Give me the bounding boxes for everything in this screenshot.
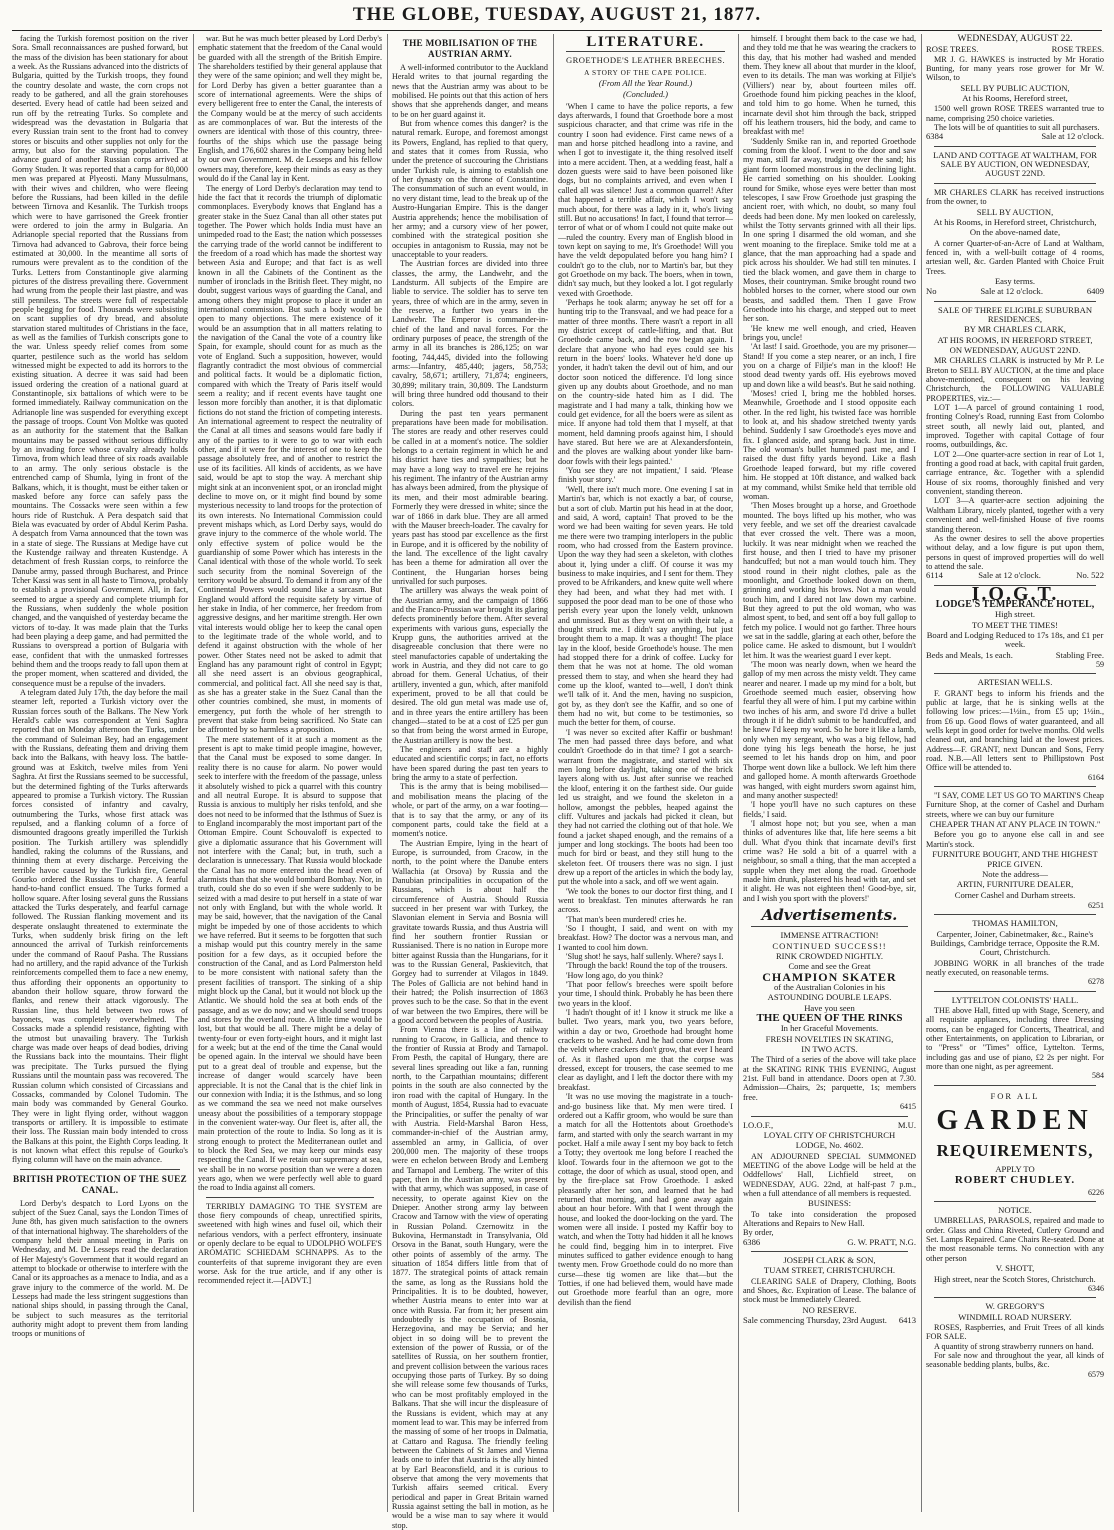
ad-line: Stabling Free.	[1055, 649, 1104, 660]
advertisements-heading: Advertisements.	[761, 905, 898, 924]
ad-heading: THOMAS HAMILTON,	[972, 918, 1058, 929]
ad-line: Corner Cashel and Durham streets.	[954, 889, 1076, 900]
ad-line: At his Rooms, in Hereford street, Christchurch,	[933, 216, 1097, 227]
story-source: (From All the Year Round.)	[598, 78, 693, 89]
article-paragraph: The mere statement of it at such a moment as the present is apt to make timid people imagine, however, that the Canal must be exposed to some danger. In reality there is no cause for alarm. No power would seek to interfere with the freedom of the passage, unless it absolutely wished to pick a quarrel with this country and all neutral Europe. It is absurd to suppose that Russia is anxious to multiply her risks tenfold, and she does not need to be informed that the Isthmus of Suez is to England incomparably the most important part of the Ottoman Empire. Count Schouvaloff is expected to give a diplomatic assurance that his Government will not interfere with the Canal; but, in truth, such a declaration is unnecessary. That Russia would blockade the Canal has no more entered into the head even of alarmists than that she would bombard Bombay. Nor, in truth, could she do so even if she were suddenly to be seized with a mad desire to put herself in a state of war not only with England, but with the whole world. It may be said, however, that the navigation of the Canal might be impeded by one of those accidents to which we have referred. But it seems to be forgotten that such a mishap would put this country merely in the same position for a few days, as it occupied before the construction of the Canal, and as Lord Palmerston held to be more consistent with national safety than the present facilities of transport. The sinking of a ship might block up the Canal, but it would not block up the Atlantic. We should hold the sea at both ends of the passage, and as we do now; and we should send troops and stores by the overland route. A little time would be lost, but that would be all. There might be a delay of twenty-four or even forty-eight hours, and it might last for a week; but at the end of the time the Canal would be opened again. In the interval we should have been put to a great deal of trouble and expense, but the increase of danger would scarcely have been appreciable. It is not the Canal that is the chief link in our connexion with India; it is the Isthmus, and so long as we command the sea we need not make ourselves uneasy about the possibilities of a temporary stoppage in the convenient water-way. Our fleet is, after all, the main protection of the route to India. So long as it is strong enough to protect the Mediterranean outlet and to block the Red Sea, we may keep our minds easy respecting the Canal. If we retain our supremacy at sea, we shall be in no worse position than we were a dozen years ago, when we were perfectly well able to guard the road to India against all comers.	[198, 734, 382, 1193]
ad-line: RINK CROWDED NIGHTLY.	[775, 951, 884, 961]
column-rule	[553, 34, 554, 1512]
ad-line-pair	[926, 571, 1104, 580]
article-heading: THE MOBILISATION OF THE AUSTRIAN ARMY.	[402, 38, 538, 59]
skating-rink-ad	[743, 931, 916, 1111]
ad-line: IN TWO ACTS.	[801, 1044, 858, 1055]
ad-body: AN ADJOURNED SPECIAL SUMMONED MEETING of the above Lodge will be held at the Oddfellows' Hall, Lichfield street, on WEDNESDAY, AUG. 22nd, at half-past 7 p.m., when a full attendance of all members is requested.	[743, 1151, 916, 1198]
ad-line: Beds and Meals, 1s each.	[926, 649, 1013, 660]
ad-number: 6413	[898, 1315, 916, 1326]
article-paragraph: From Vienna there is a line of railway running to Cracow, in Gallicia, and thence to the frontier of Russia at Brody and Tarnapol. From Pesth, the capital of Hungary, there are several lines spreading out like a fan, running north, to the Carpathian mountains; different points in the south are also connected by the iron road with the capital of Hungary. In the month of August, 1854, Russia had to evacuate the Principalities, or suffer the penalty of war with Austria. Field-Marshal Baron Hess, commander-in-chief of the Austrian army, assembled an army, in Gallicia, of over 200,000 men. The majority of these troops were en echelon between Brody and Lemberg and Tarnapol and Lemberg. The writer of this paper, then in the Austrian army, was present with that army, which was supposed, in case of necessity, to operate against Kiev on the Dnieper. Another strong army lay between Cracow and Tarnow with the view of operating in Russian Poland. Czernowitz in the Bukovina, Hermanstadt in Transylvania, Old Orsova in the Banat, south Hungary, were the other points of assembly of the army. The situation of 1854 differs little from that of 1877. The strategical points of attack remain the same, as long as the Russians hold the Principalities. It is to be doubted, however, whether Austria means to enter into war at once with Russia. Far from it; her present aim undoubtedly is the occupation of Bosnia, Herzegovina, and may be Servia; and her object in so doing will be to prevent the extension of the power of Russia, or of the satellites of Russia, on her southern frontier, and prevent collision between the various races occupying those parts of Turkey. By so doing she will release some few thousands of Turks, who can be most profitably employed in the Balkans. That she will incur the displeasure of the Russians is evident, which may at any moment lead to war. This may be inferred from the massing of some of her troops in Dalmatia, at Cattaro and Ragusa. The friendly feeling between the Cabinets of St James and Vienna leads one to infer that Austria is the ally hinted at by Earl Beaconsfield, and it is curious to observe that among the very movements that Turkish affairs seemed critical. Every periodical and paper in Great Britain warned Russia against setting the ball in motion, as he would be a wise man to say where it would stop.	[392, 1025, 548, 1530]
column-rule	[193, 34, 194, 1512]
ad-body: Before you go to anyone else call in and see Martin's stock.	[926, 830, 1104, 849]
ad-line: ON WEDNESDAY, AUGUST 22ND.	[949, 344, 1081, 355]
ad-body: JOBBING WORK in all branches of the trade neatly executed, on reasonable terms.	[926, 958, 1104, 977]
divider	[934, 914, 1096, 915]
ad-line: THE QUEEN OF THE RINKS	[756, 1012, 903, 1025]
article-paragraph: 'That poor fellow's breeches were spoilt before your time, I should think. Probably he has been there two years in the kloof.	[558, 980, 733, 1008]
ad-number: 584	[1092, 1071, 1104, 1081]
article-paragraph: 'I was never so excited after Kaffir or bushman! The men had passed three days before, and what couldn't Groethode do in that time? I got a search-warrant from the magistrate, and started with six men long before daylight, taking one of the brick layers along with us. Just after sunrise we reached the kloof, entering it on the farthest side. Our guide led us straight, and we found the skeleton in a hollow, amongst the pebbles, heaped against the cliff. Vultures and jackals had picked it clean, but they had not carried the clothing out of that hole. We found a jacket shaped enough, and the remains of a jumper and long stockings. The boots had been too much for bird or beast, and they still hung to the skeleton feet. Of trousers there was no sign. I just drew up a report of the articles in which the body lay, put the whole into a sack, and off we went again.	[558, 727, 733, 887]
article-paragraph: war. But he was much better pleased by Lord Derby's emphatic statement that the freedom of the Canal would be guarded with all the strength of the British Empire. The shareholders testified by their general applause that they were of the same opinion; and well they might be, for Lord Derby has given a better guarantee than a score of international agreements. Were the ships of every belligerent free to enter the Canal, the interests of the Company would be at the mercy of such accidents as are commonplaces of war. But the interests of the owners are identical with those of this country, three-fourths of the ships which use the passage being English, and 176,602 shares in the Company being held by our own Government. M. de Lesseps and his fellow owners may, therefore, keep their minds as easy as they would do if the Canal lay in Kent.	[198, 34, 382, 184]
ad-line: At his Rooms, Hereford street,	[962, 93, 1068, 104]
ad-number: 6346	[1088, 1283, 1104, 1293]
ad-line: SELL BY PUBLIC AUCTION,	[960, 82, 1070, 93]
divider	[934, 1085, 1096, 1086]
column-rule	[738, 34, 739, 1512]
article-paragraph: A well-informed contributor to the Auckland Herald writes to that journal regarding the news that the Austrian army was about to be mobilised. He points out that this action of hers shows that she apprehends danger, and means to be on her guard against it.	[392, 63, 548, 119]
column-2	[198, 34, 382, 1514]
divider	[934, 991, 1096, 992]
column-1	[12, 34, 188, 1514]
ad-body: A corner Quarter-of-an-Acre of Land at Waltham, fenced in, with a well-built cottage of 4 rooms, artesian well, &c. Garden Planted with Choice Fruit Trees.	[926, 238, 1104, 276]
article-paragraph: 'He knew me well enough, and cried, Heaven brings you, uncle!	[743, 323, 916, 342]
ad-body: ROSES, Raspberries, and Fruit Trees of all kinds FOR SALE.	[926, 1322, 1104, 1342]
ad-heading: LAND AND COTTAGE AT WALTHAM, FOR SALE BY AUCTION, ON WEDNESDAY, AUGUST 22ND.	[933, 149, 1097, 179]
ad-line: CHAMPION SKATER	[762, 969, 897, 984]
article-paragraph: 'Moses! cried I, bring me the hobbled horses. Meanwhile, Groethode and I stood opposite each other. In the red light, his twisted face was horrible to look at, and his shadow stretched twenty yards behind. Suddenly I saw Groethode's eyes move and fix. I glanced aside, and sprang back. Just in time. The old woman's bullet hummed past me, and I raised the dust fifty yards beyond. Like a flash Groethode leaped forward, but my rifle covered him. He stopped at 10ft distance, and walked back at my command, whilst Smike held that terrible old woman.	[743, 389, 916, 501]
column-4	[558, 34, 733, 1514]
ad-heading: SALE OF THREE ELIGIBLE SUBURBAN RESIDENCES,	[937, 304, 1093, 324]
divider	[934, 1201, 1096, 1202]
auction-date: WEDNESDAY, AUGUST 22.	[957, 34, 1073, 44]
clark-drapery-ad	[743, 1256, 916, 1325]
divider	[934, 1297, 1096, 1298]
ad-line: ROSE TREES.	[926, 44, 979, 55]
ad-body: To take into consideration the proposed Alterations and Repairs to New Hall.	[743, 1209, 916, 1228]
ad-line: CONTINUED SUCCESS!!	[772, 940, 887, 951]
article-heading: BRITISH PROTECTION OF THE SUEZ CANAL.	[13, 1173, 187, 1195]
ad-line: AT HIS ROOMS, IN HEREFORD STREET,	[937, 334, 1093, 345]
ad-number: 6164	[1088, 772, 1104, 782]
ad-line: ARTIN, FURNITURE DEALER,	[956, 879, 1074, 890]
ad-line-pair	[743, 1121, 916, 1130]
masthead: THE GLOBE, TUESDAY, AUGUST 21, 1877.	[352, 4, 762, 25]
ad-heading: NOTICE.	[998, 1205, 1032, 1216]
article-paragraph: 'It was no use moving the magistrate in a touch-and-go business like that. My men were tired. I ordered out a Kaffir groom, who would be sure than a match for all the Hottentots about Groethode's farm, and started with only the search warrant in my pocket. Half a mile away I sent my boy back to fetch a Totty; they overtook me long before I reached the kloof. Towards four in the afternoon we got to the cottage, the door of which as usual, stood open, and by the fire-place sat Frow Groethode. I asked pleasantly after her son, and learned that he had returned that morning, and had gone away again about an hour before. With that I went through the house, and looked the door-locking on the yard. The women were all inside. I posted my Kaffir boy to watch, and when the Totty had hidden it all he knows he could find, begging him in to interpret. Five minutes sufficed to gather evidence enough to hang twenty men. Frow Groethode could do no more than curse—these tig women are like that—but the Totties, if one had believed them, would have made out Groethode more fearful than an ogre, more devilish than the fiend	[558, 1092, 733, 1307]
ad-line: BUSINESS:	[808, 1198, 851, 1209]
requirements-title: REQUIREMENTS,	[936, 1141, 1094, 1161]
ad-line: Come and see the Great	[788, 961, 871, 972]
divider	[751, 1251, 908, 1252]
ad-line-pair	[743, 1316, 916, 1325]
ad-line: No	[926, 286, 937, 297]
ad-heading: W. GREGORY'S	[985, 1301, 1045, 1312]
ad-body: A quantity of strong strawberry runners on hand.	[934, 1341, 1094, 1351]
article-paragraph: The Austrian forces are divided into three classes, the army, the Landwehr, and the Landsturm. All subjects of the Empire are liable to service. The soldier has to serve ten years, three of which are in the army, seven in the reserve, a further two years in the Landwehr. The Emperor is commander-in-chief of the land and naval forces. For the ordinary purposes of peace, the strength of the army in all its branches is 286,125; on war footing, 744,445, divided into the following arms:—Infantry, 485,440; jagers, 58,753; cavalry, 58,671; artillery, 71,874; engineers, 30,899; military train, 30,809. The Landsturm will bring three hundred odd thousand to their colors.	[392, 259, 548, 409]
article-paragraph: The Austrian Empire, lying in the heart of Europe, is surrounded, from Cracow, in the north, to the point where the Danube enters Wallachia (at Orsova) by Russia and the Danubian principalities in occupation of the Russians, which is about half the circumference of Austria. Should Russia succeed in her present war with Turkey, the Slavonian element in Servia and Bosnia will gravitate towards Russia, and thus Austria will find her southern frontier Russian or Russianised. There is no nation in Europe more bitter against Russia than the Hungarians, for it was to the Russian General, Paskievitch, that Gorgey had to surrender at Vilagos in 1849. The Poles of Gallicia are not behind hand in their hatred; the Polish insurrection of 1863 proves such to be the case. So that in the event of war between the two Empires, there will be a good accord between the peoples of Austria.	[392, 838, 548, 1026]
article-paragraph: Lord Derby's despatch to Lord Lyons on the subject of the Suez Canal, says the London Times of June 8th, has given much satisfaction to the owners of that international highway. The shareholders of the company held their annual meeting in Paris on Wednesday, and M. De Lesseps read the declaration of Her Majesty's Government that it would regard an attempt to blockade or otherwise to interfere with the Canal or its approaches as a menace to India, and as a grave injury to the commerce of the world. M. De Lesseps had made the less stringent suggestions than national ships should, in passing through the Canal, be subject to such measures as the territorial authority might adopt to prevent them from landing troops or munitions of	[12, 1198, 188, 1339]
ad-heading: LYTTELTON COLONISTS' HALL.	[951, 994, 1079, 1005]
ad-number: 6114	[926, 570, 943, 581]
article-paragraph: 'We took the bones to our doctor first thing, and I went to breakfast. Ten minutes afterwards he ran across.	[558, 886, 733, 915]
ad-line-pair	[926, 651, 1104, 660]
ad-line: Sale at 12 o'clock.	[980, 286, 1043, 297]
ad-body: UMBRELLAS, PARASOLS, repaired and made to order. Glass and China Riveted, Cutlery Ground and Set. Lamps Repaired. Cane Chairs Re-seated. Done at the most reasonable terms. No connection with any other person	[926, 1216, 1104, 1263]
divider	[751, 1116, 908, 1117]
article-paragraph: But from whence comes this danger? is the natural remark. Europe, and foremost amongst its Powers, England, has replied to that query, and states that it comes from Russia, who under the pretence of succouring the Christians under Turkish rule, is aiming to establish one of her dynasty on the throne of Constantine. The consummation of such an event would, in no very distant time, lead to the break up of the Austro-Hungarian Empire. This is the danger Austria apprehends; hence the mobilisation of her army; and a cursory view of her power, combined with the strategical position she occupies in antagonism to Russia, may not be unacceptable to your readers.	[392, 119, 548, 259]
ad-line: TUAM STREET, CHRISTCHURCH.	[763, 1265, 896, 1276]
article-paragraph: The artillery was always the weak point of the Austrian army, and the campaign of 1866 and the Franco-Prussian war brought its glaring defects prominently before them. After several experiments with various guns, especially the Krupp guns, the authorities arrived at the disagreeable conclusion that there were no steel manufactories capable of undertaking the work in Austria, and they did not care to go abroad for them. General Uchatius, of their artillery, invented a gun, which, after manifold experiment, proved to be all that could be desired. The old gun metal was made use of, and in three years the entire artillery has been changed—stated to be at a cost of £25 per gun so that from being the worst armed in Europe, the Austrian artillery is now the best.	[392, 586, 548, 745]
ad-line: JOSEPH CLARK & SON,	[783, 1254, 876, 1265]
story-subtitle: A STORY OF THE CAPE POLICE.	[584, 67, 707, 77]
column-6	[926, 34, 1104, 1514]
ad-line: FRESH NOVELTIES IN SKATING,	[765, 1033, 894, 1044]
column-rule	[921, 34, 922, 1512]
article-paragraph: 'I hope you'll have no such captures on these fields,' I said.	[743, 800, 916, 819]
ad-body: 1500 well grown ROSE TREES warranted true to name, comprising 250 choice varieties.	[926, 104, 1104, 123]
ad-line-pair	[926, 287, 1104, 296]
ad-body: MR CHARLES CLARK has received instructions from the owner, to	[926, 187, 1104, 207]
ad-number: 6226	[1088, 1187, 1104, 1197]
divider	[566, 51, 725, 52]
ad-line: TO MEET THE TIMES!	[971, 619, 1059, 630]
ad-body: LOT 1—A parcel of ground containing 1 rood, fronting Colney's Road, running East from Colombo street south, all newly laid out, planted, and improved. Together with capital Cottage of four rooms, outbuildings, &c.	[926, 403, 1104, 450]
article-paragraph: 'You see they are not impatient,' I said. 'Please finish your story.'	[558, 466, 733, 485]
ad-number: 6278	[1088, 977, 1104, 987]
column-rule	[387, 34, 388, 1512]
ad-body: THE above Hall, fitted up with Stage, Scenery, and all requisite appliances, including three Dressing rooms, can be engaged for Concerts, Theatrical, and other Entertainments, on application to Librarian, or to "Press" or "Times" office, Lyttelton. Terms, including gas and use of piano, £2 2s per night. For more than one night, as per agreement.	[926, 1005, 1104, 1072]
ad-body: CLEARING SALE of Drapery, Clothing, Boots and Shoes, &c. Expiration of Lease. The balance of stock must be Immediately Cleared.	[743, 1276, 916, 1305]
article-paragraph: During the past ten years permanent preparations have been made for mobilisation. The stores are ready and other reserves could be called in at a moment's notice. The soldier belongs to a certain regiment in which he and his district have ties and sympathies; but he may have a long way to travel ere he rejoins his regiment. The infantry of the Austrian army has always been admired, from the physique of its men, and their most admirable bearing. Formerly they were dressed in white; since the war of 1866 in dark blue. They are all armed with the Mauser breech-loader. The cavalry for years past has stood par excellence as the first in Europe, and it is officered by the nobility of the land. The excellence of the light cavalry has been a theme for admiration all over the Continent, the Hungarian horses being unrivalled for such purposes.	[392, 408, 548, 586]
ad-line: Sale commencing Thursday, 23rd August.	[743, 1315, 887, 1326]
ad-line: Sale at 12 o'clock.	[1041, 131, 1104, 142]
article-paragraph: facing the Turkish foremost position on the river Sora. Small reconnaissances are pushed forward, but the mass of the division has been stationary for about a week. As the Russians advanced into the districts of Bulgaria, quitted by the Turkish troops, they found the country desolate and waste, the corn crops not ready to be gathered, and all the grain storehouses deserted. Every head of cattle had been seized and run off by the retreating Turks. So complete and widespread was the devastation in Bulgaria that every Russian train sent to the front had to convey stores or biscuits and other supplies not only for the army, but also for the starving population. The advance guard of another Russian corps arrived at Gorny Studen. It was reported that a camp for 80,000 men was prepared at Plyeosti. Many Mussulmans, with their wives and children, who were fleeing before the Russians, had been killed in the defile between Tirnova and Kesanlik. The Turkish troops which were to have garrisoned the Greek frontier were ordered to join the army in Bulgaria. An Adrianople special reported that the Russians from Tirnova had advanced to Gabrova, their force being estimated at 30,000. In the meantime all sorts of rumours were prevalent as to the condition of the Turks. Letters from Constantinople give alarming pictures of the distress prevailing there. Government had wrung from the people their last piastre, and was still penniless. The streets were full of respectable people begging for food. Thousands were subsisting on scant supplies of dry bread, and absolute starvation stared multitudes of Christians in the face, as well as the families of Turkish conscripts gone to the war. Unless speedy relief comes from some quarter, pestilence such as the world has seldom witnessed might be expected to add its horrors to the existing situation. A decree it was said had been issued ordering the creation of a national guard at Constantinople, six battalions of which were to be formed immediately. Railway communication on the Adrianople line was suspended for everything except the passage of troops. Count Von Moltke was quoted as an authority for the statement that the Balkan mountains may be passed without serious difficulty by an invading force whose cavalry already holds Tirnova, from which lead three of six roads available to an army. The only serious obstacle is the entrenched camp of Shumla, lying in front of the Balkans, which, it is thought, must be either taken or masked before any force can safely pass the mountains. The Cossacks were seen within a few hours ride of Rustchuk. A Pera despatch said that Biela was evacuated by order of Abdul Kerim Pasha. A despatch from Varna announced that the town was in a state of siege. The Russians at Medige have cut the Kustendge railway and threaten Kustendge. A detachment of fresh Russian corps, to reinforce the Danube army, passed through Bucharest, and Prince Tcher Kassi was sent in all haste to Tirnova, probably to establish a provisional Government. All, in fact, seemed to argue a speedy and complete triumph for the Russians, when suddenly the whole position changed, and the vanquished of yesterday became the victors of to-day. It was made plain that the Turks had been playing a deep game, and had permitted the Russians to overspread a portion of Bulgaria with ease, confident that with the unmasked fortresses behind them and the troops ready to fall upon them at the proper moment, when scattered and divided, the consequence must be a repulse of the invaders.	[12, 34, 188, 688]
ad-line: In her Graceful Movements.	[780, 1023, 879, 1034]
ad-number: 6415	[900, 1102, 916, 1112]
ad-body: High street, near the Scotch Stores, Christchurch.	[934, 1274, 1096, 1284]
ad-body: The Third of a series of the above will take place at the SKATING RINK THIS EVENING, August 21st. Full band in attendance. Doors open at 7.30. Admission—Chairs, 2s; parquette, 1s; members free.	[743, 1055, 916, 1102]
ad-body: F. GRANT begs to inform his friends and the public at large, that he is sinking wells at the following low prices:—1½in., from £5 up; 1½in., from £6 up. Good flows of water guaranteed, and all wells kept in good order for twelve months. Old wells cleaned out, and branching laid at the lowest prices. Address—F. GRANT, next Duncan and Sons, Ferry road. N.B.—All letters sent to Phillipstown Post Office will be attended to.	[926, 688, 1104, 773]
ad-line: Easy terms.	[994, 275, 1036, 286]
ad-line: APPLY TO	[995, 1164, 1035, 1175]
ad-line: LODGE'S TEMPERANCE HOTEL,	[935, 598, 1095, 610]
article-paragraph: 'Through the back! Round the top of the trousers.	[566, 961, 728, 971]
article-paragraph: 'I hadn't thought of it! I know it struck me like a bullet. Two years, mark you, two years before, within a day or two, Groethode had brought home crackers to be washed. And he had come down from the veldt where crackers don't grow, that ever I heard of. As it flashed upon me that the corpse was dressed, except for trousers, the case seemed to me clear as daylight, and I left the doctor there with my breakfast.	[558, 1008, 733, 1092]
ad-line: ROSE TREES.	[1051, 44, 1104, 55]
article-paragraph: 'So I thought, I said, and went on with my breakfast. How? The doctor was a nervous man, and I wanted to cool him down.	[558, 923, 733, 952]
ad-number: 6384	[926, 131, 944, 142]
ad-line: M.U.	[897, 1119, 916, 1130]
ad-line: I.O.O.F.,	[743, 1119, 774, 1130]
ad-line: Note the address—	[982, 868, 1048, 879]
article-paragraph: A telegram dated July 17th, the day before the mail steamer left, reported a Turkish victory over the Russian forces south of the Balkans. The New York Herald's cable was correspondent at Yeni Saghra reported that on Monday afternoon the Turks, under the command of Suleiman Bey, had an engagement with the Russians, defeating them and driving them back into the Balkans, with heavy loss. The battle-ground was at Eskitch, twelve miles from Yeni Saghra. At first the Russians seemed to be successful, but the determined fighting of the Turks afterwards appeared to promise a Turkish victory. The Russian forces consisted of infantry and cavalry, outnumbering the Turks, whose first attack was repulsed, and a flanking column of a force of dismounted dragoons greatly imperilled the Turkish position. The Turkish artillery was splendidly handled, raking the columns of the Russians, and thinning them at every discharge. Perceiving the terrible havoc caused by the Turkish fire, General Gourko ordered the Russians to charge. A fearful hand-to-hand conflict ensued. The Turks formed a hollow square. After losing several guns the Russians attacked the Turks desperately, and fearful carnage followed. The Russian flanking movement and its desperate onslaught threatened to exterminate the Turks, when suddenly brisk firing on the left announced the arrival of Turkish reinforcements under the command of Raouf Pasha. The Russians had no artillery, and the rapid advance of the Turkish reinforcements compelled them to face a new enemy, thus affording their opponents an opportunity to abandon their hollow square, throw forward the flanks, and renew their attack vigorously. The Russian line, thus held between two rows of bayonets, was completely overwhelmed. The Cossacks made a splendid resistance, fighting with the utmost but unavailing bravery. The Turkish charge was made over heaps of dead bodies, driving the Russians back into the mountains. Their flight was precipitate. The Turks pursued the flying Russians until the mountain pass was recovered. The Russian column which consisted of Circassians and Cossacks, commanded by Colonel Tudomin. The main body was commanded by General Gourko. They were in light flying order, without waggon transports or artillery. It is impossible to estimate their loss. The Russian main body intended to cross the Balkans at this point, the Eighth Corps leading. It is not known what effect this repulse of Gourko's flying column will have on the main advance.	[12, 688, 188, 1165]
ad-signature: G. W. PRATT, N.G.	[847, 1236, 916, 1247]
ad-line: FOR ALL	[990, 1090, 1040, 1101]
article-paragraph: The engineers and staff are a highly educated and scientific corps; in fact, no efforts have been spared during the past ten years to bring the army to a state of perfection.	[392, 745, 548, 783]
divider	[20, 1169, 180, 1170]
ad-line-pair	[926, 132, 1104, 141]
column-5	[743, 34, 916, 1514]
section-title: LITERATURE.	[586, 34, 705, 50]
ad-line: Sale at 12 o'clock.	[978, 570, 1041, 581]
ad-number: 6386	[743, 1236, 761, 1247]
article-paragraph: 'That man's been murdered! cries he.	[566, 914, 687, 924]
ad-heading: ARTESIAN WELLS.	[977, 677, 1053, 688]
article-paragraph: 'At last! I said. Groethode, you are my prisoner—Stand! If you come a step nearer, or an inch, I fire you on a charge of Filjie's man in the kloof! He stood dead twenty yards off. His eyebrows moved up and down like a wild beast's. But he said nothing.	[743, 342, 916, 389]
article-paragraph: 'Slug shot! he says, half sullenly. Where? says I.	[566, 952, 724, 961]
article-paragraph: The energy of Lord Derby's declaration may tend to hide the fact that it records the triumph of diplomatic commonplaces. Everybody knows that England has a greater stake in the Suez Canal than all other states put together. The Power which holds India must have an unimpeded road to the East; the nation which possesses the carrying trade of the world cannot be indifferent to the freedom of a road which has made the shortest way between Asia and Europe; and that fact is as well known in all the Cabinets of the Continent as the number of ironclads in the British fleet. They might, no doubt, suggest various ways of guarding the Canal, and among others they might propose to place it under an international commission. But such a body would be open to many objections. The mere existence of it would be an assumption that in all matters relating to the navigation of the Canal the vote of a country like Spain, for example, should count for as much as the vote of England. Such a supposition, however, would flagrantly contradict the most obvious of commercial and political facts. It would be a diplomatic fiction, compared with which the Treaty of Paris itself would seem a reality; and if recent events have taught one lesson more forcibly than another, it is that diplomatic fictions do not stand the friction of competing interests. An international agreement to respect the neutrality of the Canal at all times and seasons would fare badly if any of the parties to it were to go to war with each other, and if it were for the interest of one to keep the passage absolutely free, and of another to restrict the use of its facilities. All kinds of accidents, as we have said, would be apt to stop the way. A merchant ship might sink at an inconvenient spot, or an ironclad might decline to move on, or it might find bound by some mysterious necessity to land troops for the protection of its own interests. No International Commission could prevent mishaps which, as Lord Derby says, would do grave injury to the commerce of the whole world. The only effective system of police would be the guardianship of some Power which has interests in the Canal identical with those of the whole world. To seek such security from the nominal Sovereign of the territory would be absurd. To demand it from any of the Continental Powers would sound like a sarcasm. But England would afford the requisite safety by virtue of her stake in India, of her commerce, her freedom from aggressive designs, and her maritime strength. Her own vital interests would oblige her to keep the canal open to the legitimate trade of the whole world, and to defend it against obstruction with the whole of her power. Other States need not be asked to admit that England has any paramount right of control in Egypt; all she need assert is an obvious geographical, commercial, and political fact. All she need say is that, as she has a greater stake in the Suez Canal than the other countries combined, she must, in moments of emergency, put forth the whole of her strength to prevent that stake from being sacrificed. No State can be affronted by so harmless a proposition.	[198, 183, 382, 735]
ad-line: V. SHOTT,	[995, 1263, 1035, 1274]
ad-line: LODGE, No. 4602.	[795, 1140, 864, 1151]
ad-line: ASTOUNDING DOUBLE LEAPS.	[767, 992, 892, 1003]
ad-body: As the owner desires to sell the above properties without delay, and a low figure is put upon them, persons in quest of improved properties will do well to attend the sale.	[926, 533, 1104, 571]
advertisement-text: TERRIBLY DAMAGING TO THE SYSTEM are those fiery compounds of cheap, unrectified spirits, sweetened with high wines and fusel oil, which their nefarious vendors, with a perfect effrontery, insinuate or openly declare to be equal to UDOLPHO WOLFE'S AROMATIC SCHIEDAM SCHNAPPS. As to the counterfeits of that supreme invigorant they are even worse. Ask for the true article, and if any other is recommended reject it.—[ADVT.]	[198, 1201, 382, 1286]
ad-line: Board and Lodging Reduced to 17s 18s, and £1 per week.	[926, 629, 1104, 650]
ad-line: Have you seen	[804, 1002, 855, 1013]
ad-body: "I SAY, COME LET US GO TO MARTIN'S Cheap Furniture Shop, at the corner of Cashel and Durham streets, where we can buy our furniture	[926, 791, 1104, 819]
ad-line: FURNITURE BOUGHT, AND THE HIGHEST PRICE GIVEN.	[932, 849, 1098, 869]
ad-line-pair	[743, 1238, 916, 1247]
ad-number: No. 522	[1076, 570, 1104, 581]
advertiser-name: ROBERT CHUDLEY.	[954, 1174, 1076, 1187]
ad-number: 6251	[1088, 900, 1104, 910]
article-paragraph: This is the army that is being mobilised—and mobilisation means the placing of the whole, or part of the army, on a war footing—that is to say that the army, or any of its component parts, could take the field at a moment's notice.	[392, 782, 548, 839]
iogt-title: I.O.G.T.	[971, 582, 1059, 605]
ad-body: The lots will be of quantities to suit all purchasers.	[934, 123, 1100, 133]
article-paragraph: 'The moon was nearly down, when we heard the gallop of my men across the misty veldt. They came nearer and nearer. I made up my mind for a bolt, but Groethode seemed much easier, observing how fearful they all were of him. I put my carbine within two inches of his arm, and swore I'd drive a bullet through it if he didn't submit to be handcuffed, and he knew I'd keep my word. So he bore it like a lamb, only when my sergeant, who was a big fellow, had done tying his legs beneath the horse, he just seemed to let his hands drop on him, and poor Thorpe went down like a bullock. We left him there and galloped home. A month afterwards Groethode was hanged, with eight murders sworn against him, and many another suspected!	[743, 660, 916, 800]
ad-line-pair	[926, 45, 1104, 54]
ad-body: For sale now and throughout the year, all kinds of seasonable bedding plants, bulbs, &c.	[926, 1350, 1104, 1370]
ad-line: LOYAL CITY OF CHRISTCHURCH	[763, 1129, 896, 1140]
article-paragraph: 'Then Moses brought up a horse, and Groethode mounted. The boys lifted up his mother, who was very feeble, and we set off the dreariest cavalcade that ever crossed the velt. There was a moon, luckily. It was near midnight when we reached the first house, and then I tried to have my prisoner handcuffed; but not a man would touch him. They stood round in their night clothes, pale as the moonlight, and Groethode looked down on them, grinning and working his brows. Not a man would touch him, and I dared not law down my carbine. But they agreed to put the old woman, who was almost spent, to bed, and sent off a boy full gallop to fetch my police. I would not go farther. Three hours we sat in the saddle, glaring at each other, before the police came. He asked to dismount, but I wouldn't let him. It was the weariest guard I ever kept.	[743, 501, 916, 660]
divider	[934, 673, 1096, 674]
ad-number: 59	[1096, 659, 1104, 669]
story-title: GROETHODE'S LEATHER BREECHES.	[565, 55, 725, 66]
oddfellows-ad	[743, 1121, 916, 1247]
article-paragraph: 'When I came to have the police reports, a few days afterwards, I found that Groethode bore a most suspicious character, and that crime was rife in the country I soon had evidence. First came news of a man and horse pitched headlong into a ravine, and when I got to investigate it, the thing resolved itself into a mere accident. Then, at a wedding feast, half a dozen guests were said to have been poisoned like dogs, but no complaints arrived, and even when I called all was silence! Just a common quarrel! After that happened a terrible affair, which I won't say much about, for there was a lady in it, who's living still. But no accusations! In fact, I found that terror—terror of what or of whom I could not quite make out—ruled the country. Every man of English blood in town kept on saying to me, It's Groethode! Will you have the veldt depopulated before you hang him? I couldn't go to the club, nor to Martin's bar, but they got Groethode on my back. The boers, when in town, didn't say much, but they looked a lot. I got regularly vexed with Groethode.	[558, 101, 733, 298]
garden-title: GARDEN	[936, 1105, 1094, 1137]
divider	[206, 1197, 374, 1198]
article-paragraph: 'Perhaps he took alarm; anyway he set off for a hunting trip to the Transvaal, and we had peace for a matter of three months. There wasn't a report in all my district except of cattle-lifting, and that. But Groethode came back, and the row began again. I declare that anyone who had eyes could see his return in the boers' looks. Whatever he'd done up yonder, it hadn't taken the devil out of him, and our doctor soon noticed the difference. I'd long since given up any doubts about Groethode, and no man on the country-side hated him as I did. The magistrate and I had many a talk, thinking how we could get evidence, for all the boers were as silent as mice. If anyone had told them that I myself, at that moment, held damning proofs against him, I should have stared. But here we are at Alexandersfontein, and the ploves are walking about yonder like barn-door fowls with their legs painted.'	[558, 297, 733, 466]
ad-body: LOT 2—One quarter-acre section in rear of Lot 1, fronting a good road at back, with capital fruit garden, carriage entrance, &c. Together with a splendid House of six rooms, thoroughly finished and very convenient, standing thereon.	[926, 449, 1104, 497]
ad-line: On the above-named date,	[969, 227, 1061, 238]
ad-line: CHEAPER THAN AT ANY PLACE IN TOWN."	[929, 819, 1101, 830]
article-paragraph: 'Well, there isn't much more. One evening I sat in Martin's bar, which is not exactly a bar, of course, but a sort of club. Martin put his head in at the door, and said, A word, captain! That proved to be the word we had been waiting for seven years. He told me there were two tramping interlopers in the public room, who had crossed from the Eastern province. Upon the way they had seen a skeleton, with clothes about it, lying under a cliff. Of course it was my business to make inquiries, and I sent for them. They proved to be Afrikanders, and knew quite well where they had been, and what they had met with. I supposed the poor dead man to be one of those who perish every year upon the lonely veldt, unknown and unmissed. But as they went on with their tale, a thought struck me. I didn't say anything, but just brought them to a map. It was a thought! The place lay in the kloof, beside Groethode's house. The men had stopped there for a drink of coffee. Lucky for them that he was not at home. The old woman pressed them to stay, and when she heard they had come up the kloof, wanted to—well, I don't think we'll talk of it. And the men, having no suspicion, got by, as they don't see the Kaffir, and so one of them had no wit, but come to be testimonies, so much the better for them, of course.	[558, 484, 733, 728]
ad-body: MR CHARLES CLARK is instructed by Mr P. Le Breton to SELL BY AUCTION, at the time and place above-mentioned, consequent on his leaving Christchurch, the FOLLOWING VALUABLE PROPERTIES, viz.:—	[926, 356, 1104, 403]
divider	[934, 183, 1096, 184]
ad-line: WINDMILL ROAD NURSERY.	[958, 1311, 1072, 1322]
ad-line: of the Australian Colonies in his	[774, 982, 885, 993]
ad-body: LOT 3—A quarter-acre section adjoining the Waltham Library, nicely planted, together with a very convenient and well-finished House of five rooms standing thereon.	[926, 496, 1104, 534]
divider	[751, 926, 908, 927]
ad-number: 6409	[1086, 286, 1104, 297]
article-paragraph: 'How long ago, do you think?	[566, 970, 663, 980]
column-3	[392, 34, 548, 1530]
ad-line: SELL BY AUCTION,	[976, 206, 1054, 217]
ad-line: Carpenter, Joiner, Cabinetmaker, &c., Raine's Buildings, Cambridge terrace, Opposite the R.M. Court, Christchurch.	[930, 928, 1100, 958]
article-paragraph: himself. I brought them back to the case we had, and they told me that he was wearing the crackers to this day, that his mother had washed and mended them. They knew all about that murder in the kloof, even to its details. The man was working at Filjie's (Villiers') near by, about fourteen miles off. Groethode found him picking peaches in the kloof, and told him to go home. When he turned, this incarnate devil shot him through the back, stripped off his leathern trousers, hid the body, and came to breakfast with me!	[743, 34, 916, 137]
article-paragraph: 'Suddenly Smike ran in, and reported Groethode coming from the kloof. I went to the door and saw my man, still far away, trudging over the sand; his giant form loomed monstrous in the declining light. He carried something on his shoulder. Looking round for Smike, whose eyes were better than most telescopes, I saw Frow Groethode just grasping the ancient roer, with which, no doubt, so many foul deeds had been done. My men looked on carelessly, whilst the Totty servants grinned with all their lips. In one spring I disarmed the old woman, and she went moaning to the fireplace. Smike told me at a glance, that the man approaching had a spade and pick across his shoulder. We had still ten minutes. I tied the black women, and gave them in charge to Moses, their countryman. Smike brought round two hobbled horses to the corner, where stood our own beasts, and saddled them. Then I gave Frow Groethode into his charge, and stepped out to meet her son.	[743, 136, 916, 324]
ad-line: IMMENSE ATTRACTION!	[780, 930, 879, 941]
divider	[934, 301, 1096, 302]
divider	[934, 146, 1096, 147]
article-paragraph: 'I almost hope not; but you see, when a man thinks of adventures like that, life here seems a bit dull. What d'you think that incarnate devil's first crime was? He sold a bit of a quarrel with a neighbour, so small a thing, that the man accepted a supple when they met along the road. Groethode made him drunk, plastered his head with tar, and set it alight. He was not eighteen then! Good-bye, sir, and I wish you sport with the plovers!'	[743, 818, 916, 903]
ad-line: NO RESERVE.	[802, 1304, 857, 1315]
ad-line: By order,	[743, 1228, 774, 1238]
divider	[934, 786, 1096, 787]
ad-line: High street.	[994, 609, 1036, 620]
masthead-rule	[12, 30, 1102, 31]
ad-body: MR J. G. HAWKES is instructed by Mr Horatio Bunting, for many years rose grower for Mr W. Wilson, to	[926, 54, 1104, 83]
ad-number: 6579	[1088, 1369, 1104, 1379]
story-concluded: (Concluded.)	[622, 89, 669, 100]
ad-line: BY MR CHARLES CLARK,	[964, 324, 1066, 335]
